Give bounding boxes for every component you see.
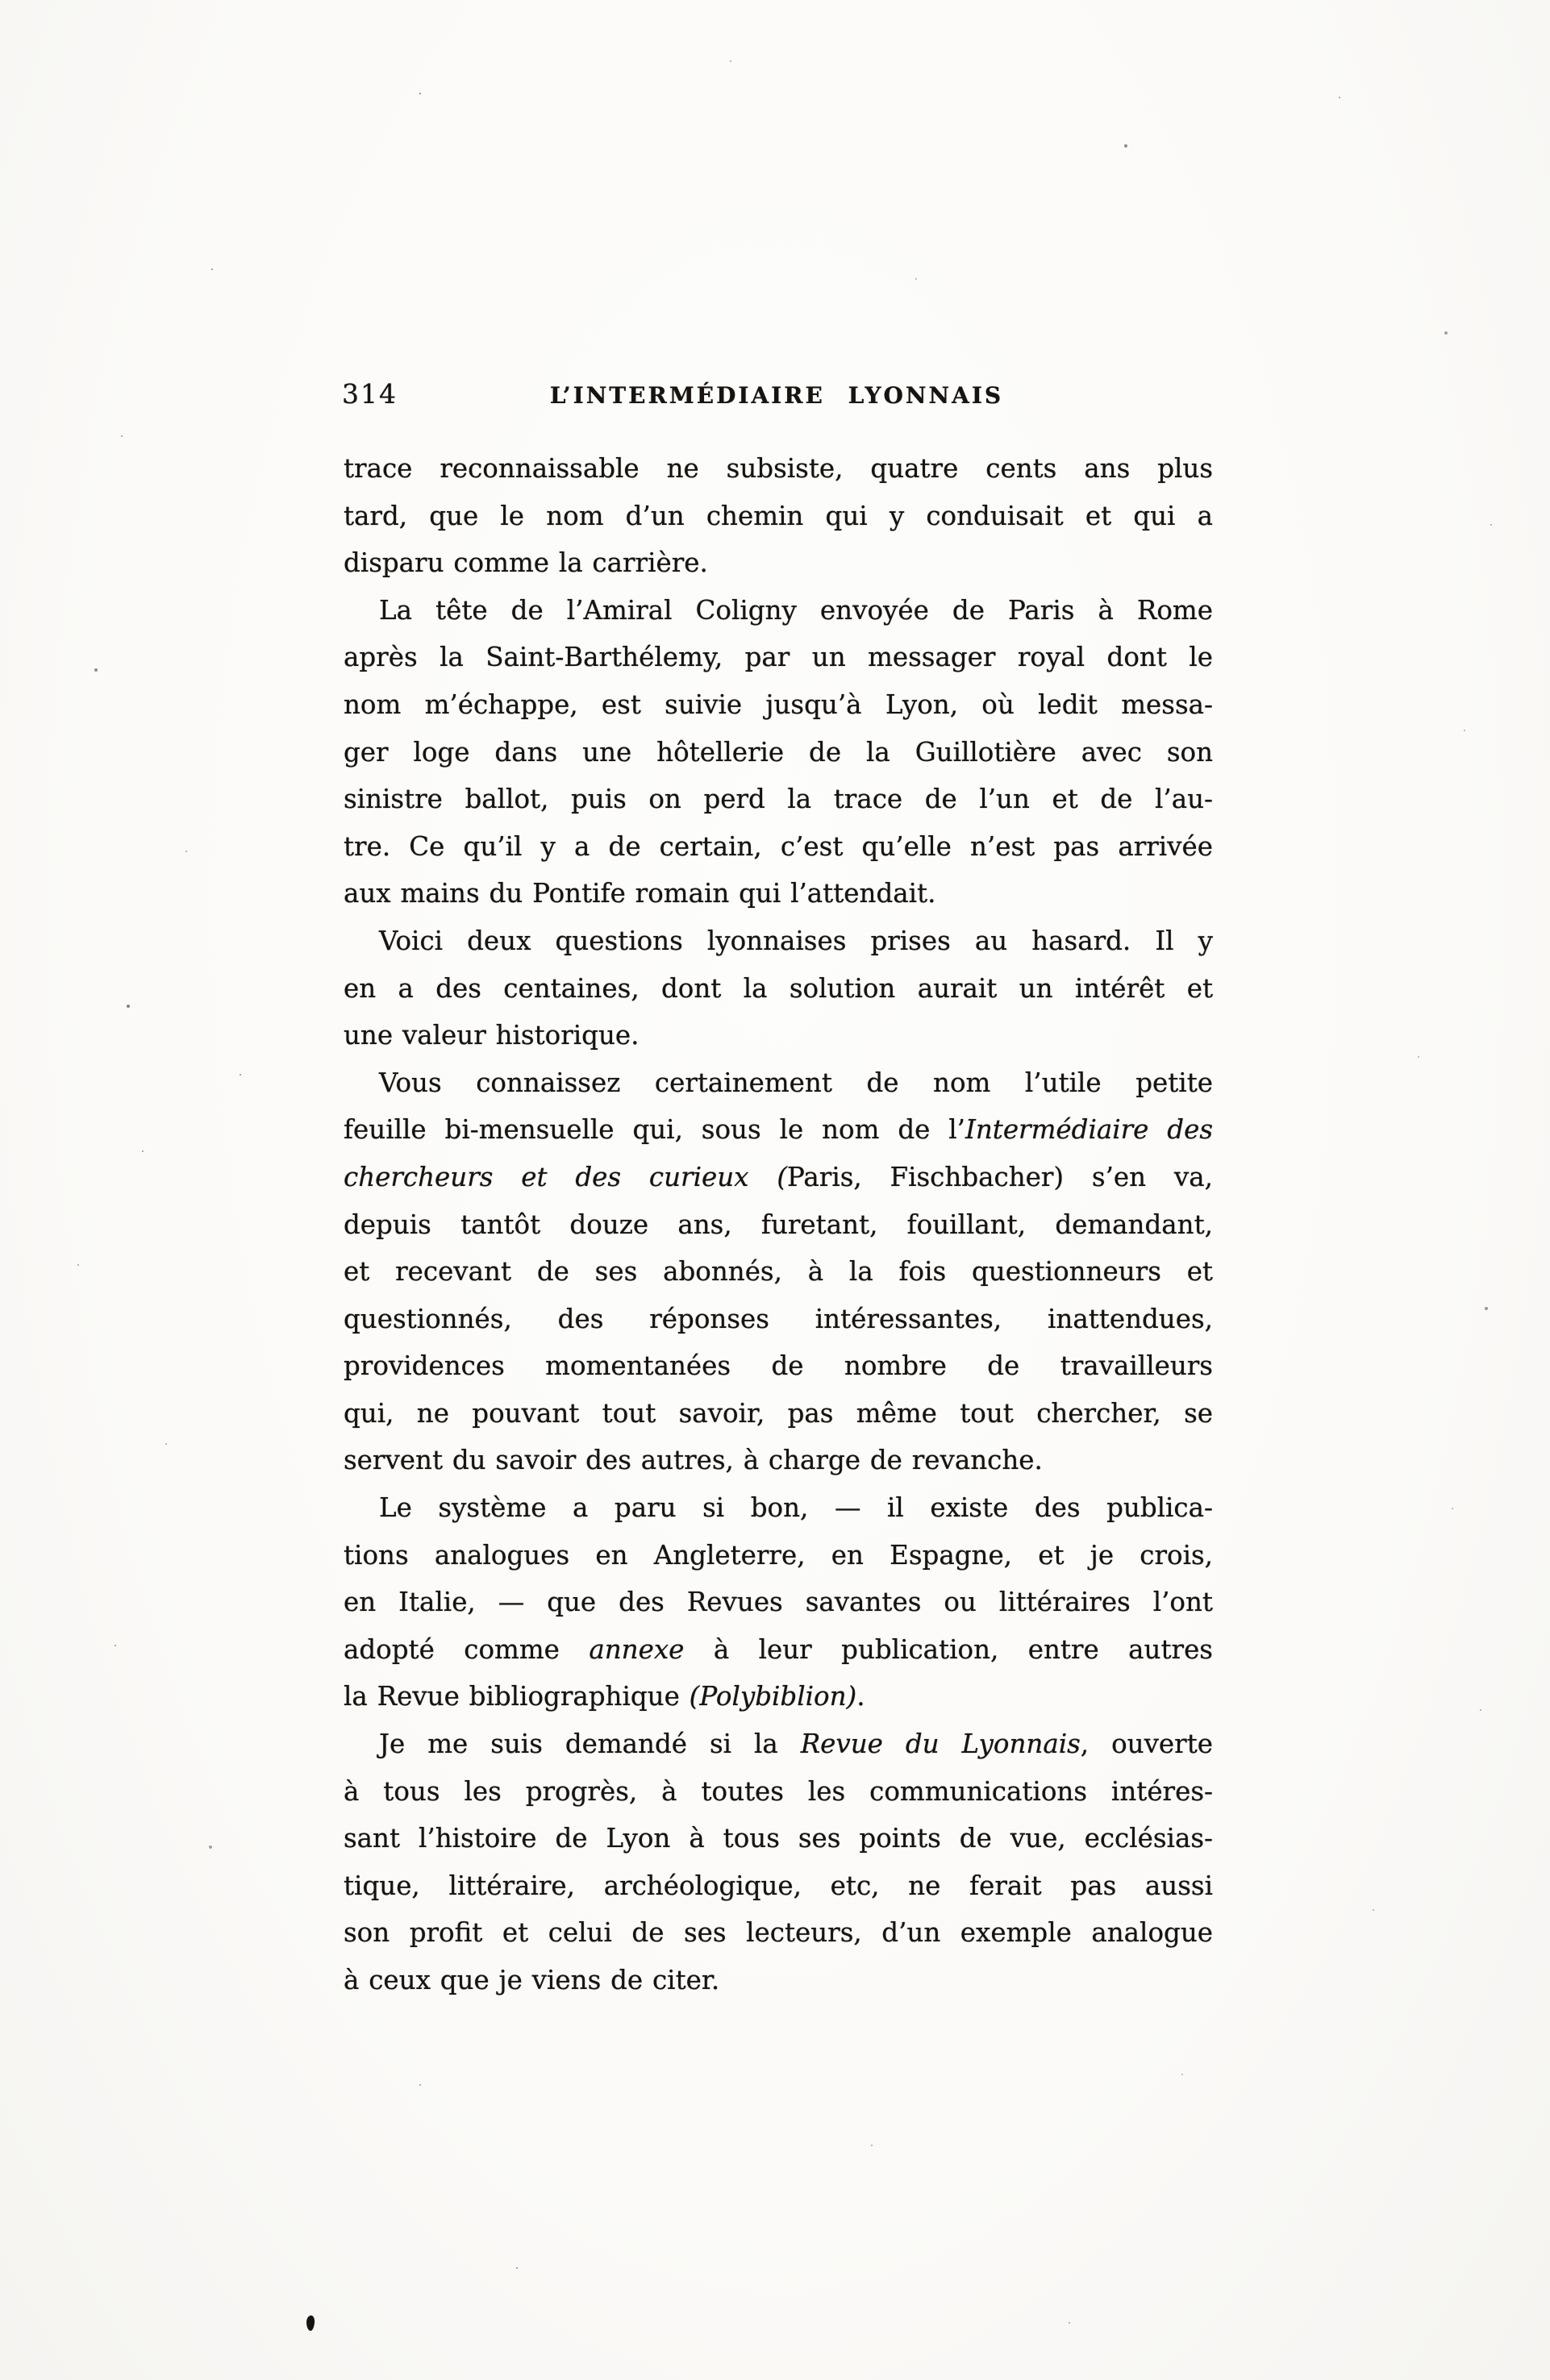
paragraph [344, 1059, 1213, 1484]
text-segment: La tête de l’Amiral Coligny envoyée de Paris à Rome [379, 594, 1213, 626]
page-number: 314 [342, 378, 398, 410]
text-segment: sant l’histoire de Lyon à tous ses points de vue, ecclésias- [344, 1823, 1213, 1854]
text-line [344, 445, 1213, 493]
text-line [344, 776, 1213, 823]
text-line [344, 1012, 1213, 1059]
text-segment: aux mains du Pontife romain qui l’attendait. [344, 878, 936, 909]
text-line [344, 1390, 1213, 1438]
italic-text: Revue du Lyonnais [800, 1729, 1081, 1760]
text-segment: Vous connaissez certainement de nom l’utile petite [379, 1067, 1213, 1098]
text-segment: à leur publication, entre autres [684, 1633, 1213, 1665]
text-segment: nom m’échappe, est suivie jusqu’à Lyon, où ledit messa- [344, 689, 1213, 720]
text-segment: en Italie, — que des Revues savantes ou littéraires l’ont [344, 1587, 1213, 1618]
text-segment: une valeur historique. [344, 1020, 640, 1051]
scan-speckles [0, 0, 2, 2]
text-line [344, 1059, 1213, 1107]
text-segment: Je me suis demandé si la [379, 1729, 801, 1760]
text-segment: questionnés, des réponses intéressantes, inattendues, [344, 1303, 1213, 1334]
paragraph [344, 1721, 1213, 2004]
text-line [344, 1201, 1213, 1249]
text-segment: Le système a paru si bon, — il existe des publica- [379, 1492, 1213, 1524]
text-segment: tique, littéraire, archéologique, etc, ne ferait pas aussi [344, 1870, 1213, 1901]
text-line [344, 1579, 1213, 1626]
text-line [344, 1154, 1213, 1201]
ink-mark [306, 2316, 315, 2331]
text-line [344, 1248, 1213, 1296]
running-title: L’INTERMÉDIAIRE LYONNAIS [549, 382, 1004, 409]
text-line [344, 1296, 1213, 1343]
text-segment: . [856, 1681, 865, 1712]
page-header [342, 378, 1211, 412]
text-line [344, 1626, 1213, 1674]
text-line [344, 587, 1213, 635]
text-segment: adopté comme [344, 1633, 590, 1665]
body-text [344, 445, 1213, 2004]
text-segment: providences momentanées de nombre de travailleurs [344, 1350, 1213, 1382]
text-line [344, 1106, 1213, 1154]
text-line [344, 1815, 1213, 1862]
text-segment: , ouverte [1080, 1729, 1213, 1760]
text-line [344, 917, 1213, 965]
text-segment: qui, ne pouvant tout savoir, pas même tout chercher, se [344, 1397, 1213, 1429]
paragraph [344, 1484, 1213, 1721]
text-line [344, 1768, 1213, 1816]
text-line [344, 1721, 1213, 1768]
text-segment: ger loge dans une hôtellerie de la Guillotière avec son [344, 736, 1213, 768]
text-line [344, 965, 1213, 1013]
text-segment: et recevant de ses abonnés, à la fois questionneurs et [344, 1256, 1213, 1288]
text-segment: disparu comme la carrière. [344, 547, 708, 579]
text-line [344, 729, 1213, 776]
text-segment: feuille bi-mensuelle qui, sous le nom de l’ [344, 1114, 965, 1146]
text-segment: depuis tantôt douze ans, furetant, fouillant, demandant, [344, 1209, 1213, 1240]
text-line [344, 493, 1213, 540]
text-line [344, 1909, 1213, 1957]
text-segment: Voici deux questions lyonnaises prises au hasard. Il y [379, 925, 1213, 956]
paragraph [344, 917, 1213, 1059]
italic-text: (Polybiblion) [689, 1681, 857, 1712]
text-segment: à tous les progrès, à toutes les communications intéres- [344, 1775, 1213, 1807]
text-segment: sinistre ballot, puis on perd la trace de l’un et de l’au- [344, 784, 1213, 815]
text-line [344, 1342, 1213, 1390]
text-line [344, 634, 1213, 681]
text-line [344, 539, 1213, 587]
text-segment: la Revue bibliographique [344, 1681, 690, 1712]
text-line [344, 1437, 1213, 1484]
paragraph [344, 445, 1213, 587]
text-segment: après la Saint-Barthélemy, par un messager royal dont le [344, 642, 1213, 673]
text-segment: en a des centaines, dont la solution aurait un intérêt et [344, 972, 1213, 1004]
text-segment: servent du savoir des autres, à charge de revanche. [344, 1445, 1043, 1476]
text-line [344, 1862, 1213, 1910]
text-line [344, 681, 1213, 729]
text-segment: son profit et celui de ses lecteurs, d’un exemple analogue [344, 1917, 1213, 1949]
italic-text: annexe [589, 1633, 685, 1665]
italic-text: Intermédiaire des [965, 1114, 1213, 1146]
text-segment: tre. Ce qu’il y a de certain, c’est qu’elle n’est pas arrivée [344, 830, 1213, 862]
text-line [344, 1484, 1213, 1532]
text-line [344, 1532, 1213, 1579]
text-segment: Paris, Fischbacher) s’en va, [787, 1161, 1213, 1192]
text-segment: à ceux que je viens de citer. [344, 1965, 720, 1995]
text-segment: tions analogues en Angleterre, en Espagne, et je crois, [344, 1539, 1213, 1571]
text-line [344, 870, 1213, 917]
paragraph [344, 587, 1213, 917]
text-line [344, 823, 1213, 871]
text-segment: trace reconnaissable ne subsiste, quatre cents ans plus [344, 453, 1213, 484]
text-segment: tard, que le nom d’un chemin qui y conduisait et qui a [344, 500, 1213, 531]
text-line [344, 1957, 1213, 2004]
italic-text: chercheurs et des curieux ( [344, 1161, 787, 1192]
text-line [344, 1673, 1213, 1721]
